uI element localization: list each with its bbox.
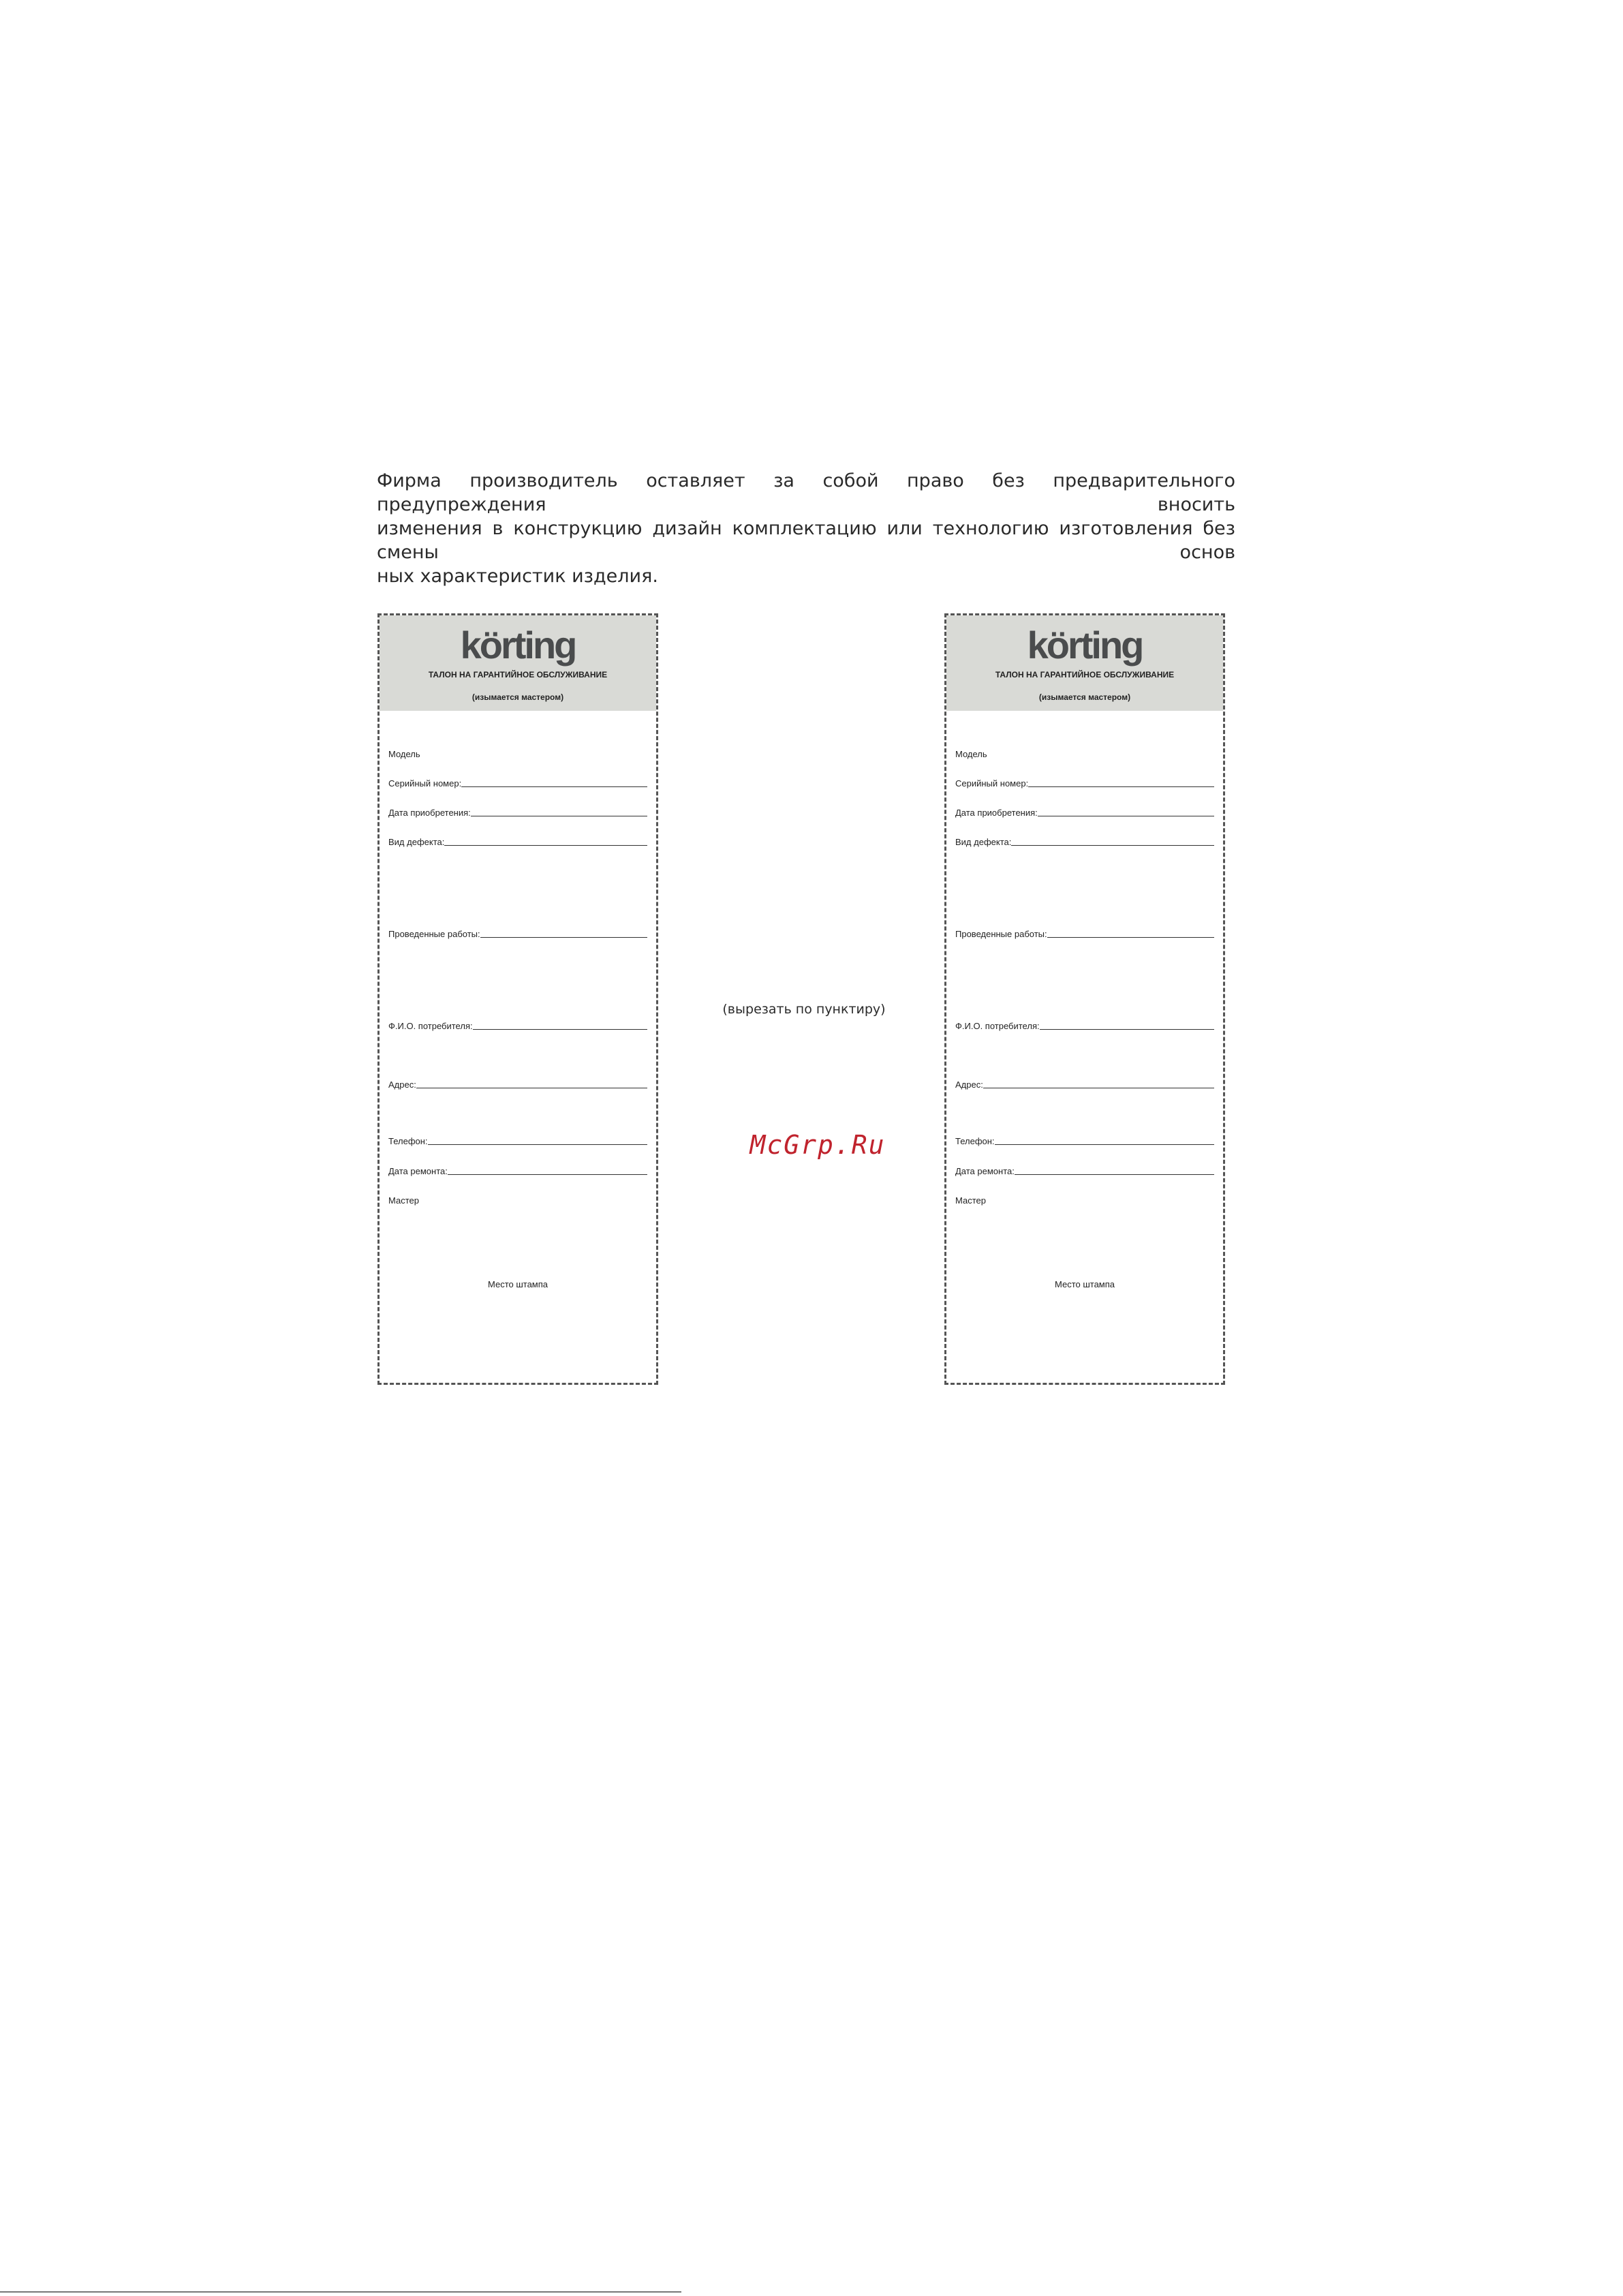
field-line bbox=[473, 1028, 647, 1030]
coupon-subtitle: (изымается мастером) bbox=[1038, 692, 1131, 702]
brand-logo: körting bbox=[460, 624, 576, 667]
field-label: Ф.И.О. потребителя: bbox=[955, 1021, 1040, 1031]
field-line bbox=[416, 1087, 647, 1088]
field-label: Адрес: bbox=[388, 1080, 416, 1090]
field-label: Дата ремонта: bbox=[388, 1166, 448, 1176]
field-address bbox=[955, 1077, 1214, 1090]
field-label: Дата ремонта: bbox=[955, 1166, 1015, 1176]
field-line bbox=[444, 844, 647, 846]
field-label: Проведенные работы: bbox=[955, 929, 1047, 939]
field-repair-date bbox=[388, 1164, 647, 1176]
watermark: McGrp.Ru bbox=[749, 1130, 886, 1160]
field-label: Серийный номер: bbox=[388, 778, 462, 789]
bottom-divider bbox=[0, 2291, 681, 2293]
field-label: Проведенные работы: bbox=[388, 929, 480, 939]
warranty-coupon-right bbox=[944, 613, 1225, 1385]
field-label: Серийный номер: bbox=[955, 778, 1029, 789]
field-defect bbox=[388, 835, 647, 847]
field-line bbox=[995, 1144, 1214, 1145]
field-label: Дата приобретения: bbox=[388, 808, 471, 818]
field-consumer bbox=[388, 1019, 647, 1031]
field-purchase-date bbox=[955, 806, 1214, 818]
field-line bbox=[1040, 1028, 1214, 1030]
field-label: Телефон: bbox=[955, 1136, 995, 1146]
field-model bbox=[388, 747, 647, 759]
field-works bbox=[955, 927, 1214, 939]
field-master bbox=[388, 1193, 647, 1206]
field-consumer bbox=[955, 1019, 1214, 1031]
field-label: Мастер bbox=[955, 1195, 986, 1206]
field-address bbox=[388, 1077, 647, 1090]
field-label: Модель bbox=[955, 749, 987, 759]
field-label: Модель bbox=[388, 749, 420, 759]
field-label: Телефон: bbox=[388, 1136, 428, 1146]
stamp-place: Место штампа bbox=[1054, 1279, 1115, 1289]
brand-logo: körting bbox=[1027, 624, 1143, 667]
intro-line: ных характеристик изделия. bbox=[377, 566, 658, 587]
coupon-title: ТАЛОН НА ГАРАНТИЙНОЕ ОБСЛУЖИВАНИЕ bbox=[995, 670, 1175, 679]
field-line bbox=[428, 1144, 647, 1145]
field-master bbox=[955, 1193, 1214, 1206]
field-line bbox=[471, 815, 647, 816]
field-serial bbox=[955, 776, 1214, 789]
coupon-title: ТАЛОН НА ГАРАНТИЙНОЕ ОБСЛУЖИВАНИЕ bbox=[428, 670, 608, 679]
field-line bbox=[1015, 1174, 1214, 1175]
coupon-header bbox=[380, 615, 656, 711]
field-phone bbox=[955, 1134, 1214, 1146]
intro-line: Фирма производитель оставляет за собой право без предварительного предупреждения вносить bbox=[377, 470, 1235, 515]
field-line bbox=[461, 786, 647, 787]
field-repair-date bbox=[955, 1164, 1214, 1176]
coupon-header bbox=[946, 615, 1223, 711]
intro-paragraph bbox=[377, 469, 1235, 588]
field-line bbox=[1028, 786, 1214, 787]
field-label: Ф.И.О. потребителя: bbox=[388, 1021, 473, 1031]
field-label: Вид дефекта: bbox=[388, 837, 445, 847]
field-line bbox=[448, 1174, 647, 1175]
field-label: Вид дефекта: bbox=[955, 837, 1012, 847]
field-line bbox=[1011, 844, 1214, 846]
coupon-subtitle: (изымается мастером) bbox=[472, 692, 564, 702]
field-label: Адрес: bbox=[955, 1080, 983, 1090]
field-line bbox=[1047, 936, 1214, 938]
field-defect bbox=[955, 835, 1214, 847]
warranty-coupon-left bbox=[377, 613, 658, 1385]
field-purchase-date bbox=[388, 806, 647, 818]
field-works bbox=[388, 927, 647, 939]
field-model bbox=[955, 747, 1214, 759]
stamp-place: Место штампа bbox=[487, 1279, 548, 1289]
field-label: Дата приобретения: bbox=[955, 808, 1038, 818]
field-label: Мастер bbox=[388, 1195, 419, 1206]
intro-line: изменения в конструкцию дизайн комплектацию или технологию изготовления без смены основ bbox=[377, 518, 1235, 563]
field-line bbox=[983, 1087, 1214, 1088]
field-serial bbox=[388, 776, 647, 789]
field-phone bbox=[388, 1134, 647, 1146]
field-line bbox=[480, 936, 647, 938]
cut-instruction: (вырезать по пунктиру) bbox=[722, 1002, 886, 1017]
field-line bbox=[1038, 815, 1214, 816]
